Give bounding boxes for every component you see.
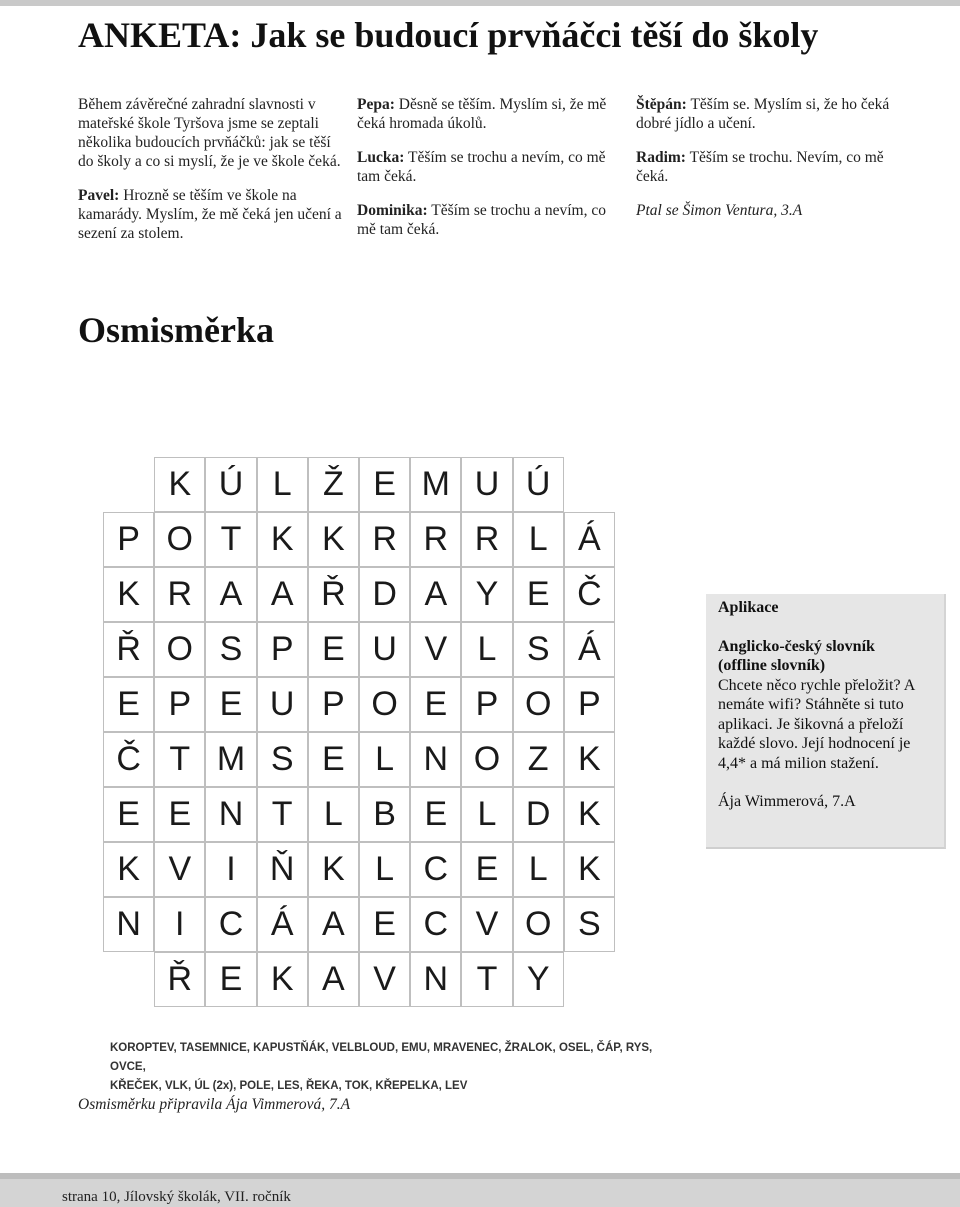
survey-column-2 xyxy=(357,95,625,254)
grid-cell: C xyxy=(410,842,461,897)
grid-cell: Á xyxy=(564,622,615,677)
grid-cell: T xyxy=(154,732,205,787)
page-footer xyxy=(0,1173,960,1207)
grid-cell: Ř xyxy=(103,622,154,677)
grid-cell: K xyxy=(154,457,205,512)
grid-cell: R xyxy=(154,567,205,622)
grid-cell: O xyxy=(513,897,564,952)
grid-cell: A xyxy=(308,897,359,952)
word-list-line: KOROPTEV, TASEMNICE, KAPUSTŇÁK, VELBLOUD, EMU, MRAVENEC, ŽRALOK, OSEL, ČÁP, RYS, OVCE, xyxy=(110,1042,653,1073)
grid-cell: Ú xyxy=(205,457,256,512)
grid-cell: U xyxy=(257,677,308,732)
survey-signature: Ptal se Šimon Ventura, 3.A xyxy=(636,202,803,219)
grid-cell: N xyxy=(410,952,461,1007)
grid-cell: S xyxy=(257,732,308,787)
grid-cell: K xyxy=(103,567,154,622)
grid-cell: E xyxy=(513,567,564,622)
grid-cell: E xyxy=(308,732,359,787)
grid-cell: V xyxy=(154,842,205,897)
grid-cell: A xyxy=(308,952,359,1007)
app-sidebar xyxy=(706,594,946,849)
answer-text: Těším se trochu a nevím, co mě tam čeká. xyxy=(357,202,606,238)
grid-cell: Ž xyxy=(308,457,359,512)
grid-cell: M xyxy=(410,457,461,512)
grid-cell: U xyxy=(461,457,512,512)
grid-cell: L xyxy=(461,787,512,842)
word-list-line: KŘEČEK, VLK, ÚL (2x), POLE, LES, ŘEKA, TOK, KŘEPELKA, LEV xyxy=(110,1080,468,1092)
grid-cell: P xyxy=(461,677,512,732)
grid-cell: I xyxy=(205,842,256,897)
grid-cell: R xyxy=(461,512,512,567)
grid-cell: L xyxy=(308,787,359,842)
grid-cell: T xyxy=(257,787,308,842)
grid-cell: C xyxy=(205,897,256,952)
grid-cell: K xyxy=(564,787,615,842)
answer-name: Dominika: xyxy=(357,202,428,219)
grid-cell: E xyxy=(359,897,410,952)
grid-cell: Č xyxy=(103,732,154,787)
sidebar-heading: Aplikace xyxy=(718,599,779,616)
answer-text: Hrozně se těším ve škole na kamarády. Myslím, že mě čeká jen učení a sezení za stolem. xyxy=(78,187,342,242)
grid-cell: E xyxy=(103,787,154,842)
grid-cell: L xyxy=(257,457,308,512)
grid-cell: Č xyxy=(564,567,615,622)
answer-name: Lucka: xyxy=(357,149,405,166)
top-rule xyxy=(0,0,960,6)
grid-cell: B xyxy=(359,787,410,842)
grid-cell: O xyxy=(461,732,512,787)
word-search-grid xyxy=(103,457,615,1007)
grid-cell: V xyxy=(461,897,512,952)
grid-cell: K xyxy=(257,512,308,567)
answer-lucka xyxy=(357,148,625,186)
grid-cell: R xyxy=(410,512,461,567)
grid-cell: L xyxy=(513,512,564,567)
grid-cell: K xyxy=(308,512,359,567)
grid-cell: P xyxy=(564,677,615,732)
grid-cell: L xyxy=(359,842,410,897)
grid-cell: E xyxy=(410,677,461,732)
grid-cell: K xyxy=(257,952,308,1007)
answer-pavel xyxy=(78,186,343,243)
grid-cell: D xyxy=(513,787,564,842)
grid-cell: N xyxy=(205,787,256,842)
grid-cell: O xyxy=(154,512,205,567)
grid-cell: O xyxy=(513,677,564,732)
grid-cell: C xyxy=(410,897,461,952)
grid-cell: D xyxy=(359,567,410,622)
grid-cell: Á xyxy=(257,897,308,952)
sidebar-body: Chcete něco rychle přeložit? A nemáte wifi? Stáhněte si tuto aplikaci. Je šikovná a přeloží každé slovo. Její hodnocení je 4,4* a má milion stažení. xyxy=(718,676,915,772)
grid-cell: S xyxy=(513,622,564,677)
grid-cell: N xyxy=(410,732,461,787)
grid-cell: Ň xyxy=(257,842,308,897)
grid-cell: P xyxy=(257,622,308,677)
grid-cell: A xyxy=(205,567,256,622)
grid-cell: K xyxy=(308,842,359,897)
answer-pepa xyxy=(357,95,625,133)
grid-cell: M xyxy=(205,732,256,787)
grid-cell: E xyxy=(205,677,256,732)
grid-cell: U xyxy=(359,622,410,677)
grid-cell: E xyxy=(154,787,205,842)
answer-text: Těším se trochu. Nevím, co mě čeká. xyxy=(636,149,884,185)
grid-cell: K xyxy=(103,842,154,897)
grid-cell: Ú xyxy=(513,457,564,512)
answer-text: Těším se trochu a nevím, co mě tam čeká. xyxy=(357,149,606,185)
answer-text: Těším se. Myslím si, že ho čeká dobré jídlo a učení. xyxy=(636,96,890,132)
grid-cell: L xyxy=(359,732,410,787)
survey-intro: Během závěrečné zahradní slavnosti v mateřské škole Tyršova jsme se zeptali několika budoucích prvňáčků: jak se těší do školy a co si myslí, že je ve škole čeká. xyxy=(78,96,341,170)
grid-cell: S xyxy=(564,897,615,952)
grid-cell: P xyxy=(154,677,205,732)
grid-cell: P xyxy=(308,677,359,732)
answer-radim xyxy=(636,148,906,186)
grid-cell: E xyxy=(461,842,512,897)
answer-name: Pavel: xyxy=(78,187,120,204)
page-title: ANKETA: Jak se budoucí prvňáčci těší do školy xyxy=(78,15,819,55)
grid-cell: E xyxy=(410,787,461,842)
grid-cell: A xyxy=(410,567,461,622)
grid-cell: V xyxy=(359,952,410,1007)
sidebar-signature: Ája Wimmerová, 7.A xyxy=(718,793,856,810)
answer-name: Pepa: xyxy=(357,96,395,113)
grid-cell: Y xyxy=(461,567,512,622)
puzzle-credit: Osmisměrku připravila Ája Vimmerová, 7.A xyxy=(78,1096,351,1113)
survey-column-3 xyxy=(636,95,906,235)
grid-cell: R xyxy=(359,512,410,567)
answer-dominika xyxy=(357,201,625,239)
grid-cell: Á xyxy=(564,512,615,567)
grid-cell: E xyxy=(205,952,256,1007)
answer-stepan xyxy=(636,95,906,133)
grid-cell: Z xyxy=(513,732,564,787)
grid-cell: Ř xyxy=(154,952,205,1007)
grid-cell: T xyxy=(205,512,256,567)
grid-cell: O xyxy=(359,677,410,732)
answer-name: Radim: xyxy=(636,149,686,166)
answer-name: Štěpán: xyxy=(636,96,687,113)
puzzle-title: Osmisměrka xyxy=(78,310,274,350)
grid-cell: V xyxy=(410,622,461,677)
grid-cell: A xyxy=(257,567,308,622)
grid-cell: P xyxy=(103,512,154,567)
grid-cell: O xyxy=(154,622,205,677)
grid-cell: E xyxy=(359,457,410,512)
grid-cell: K xyxy=(564,732,615,787)
sidebar-app-name-sub: (offline slovník) xyxy=(718,657,826,674)
grid-cell: S xyxy=(205,622,256,677)
grid-cell: L xyxy=(461,622,512,677)
word-list xyxy=(110,1039,680,1096)
grid-cell: K xyxy=(564,842,615,897)
footer-text: strana 10, Jílovský školák, VII. ročník xyxy=(62,1189,291,1205)
grid-cell: E xyxy=(103,677,154,732)
grid-cell: Y xyxy=(513,952,564,1007)
grid-cell: E xyxy=(308,622,359,677)
grid-cell: N xyxy=(103,897,154,952)
answer-text: Děsně se těším. Myslím si, že mě čeká hromada úkolů. xyxy=(357,96,607,132)
grid-cell: Ř xyxy=(308,567,359,622)
survey-column-1 xyxy=(78,95,343,258)
sidebar-app-name: Anglicko-český slovník xyxy=(718,637,875,655)
grid-cell: I xyxy=(154,897,205,952)
grid-cell: T xyxy=(461,952,512,1007)
grid-cell: L xyxy=(513,842,564,897)
